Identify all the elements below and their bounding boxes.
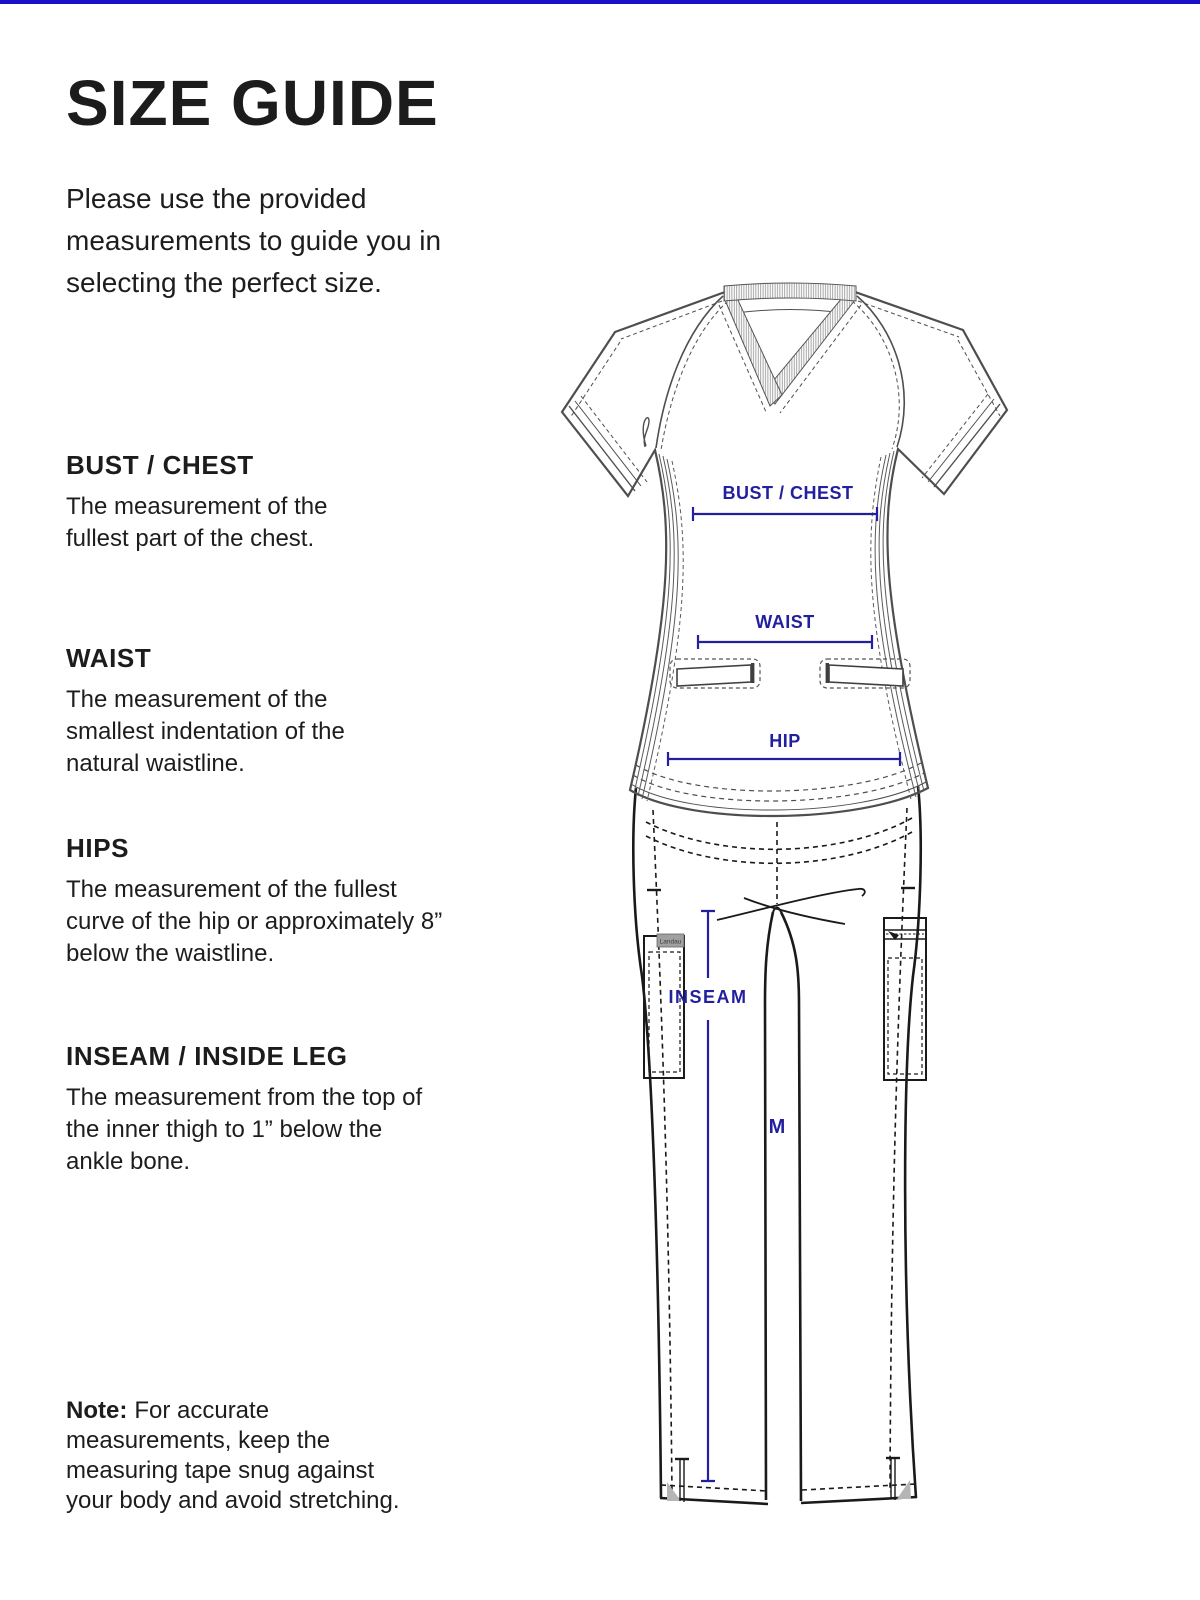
- note-label: Note:: [66, 1397, 128, 1424]
- section-body-inseam: The measurement from the top of the inner thigh to 1” below the ankle bone.: [66, 1084, 423, 1176]
- size-marker-label: M: [768, 1116, 786, 1138]
- section-waist: [66, 643, 390, 780]
- note-text: [66, 1396, 420, 1516]
- bust-chest-label: BUST / CHEST: [722, 483, 854, 503]
- hip-label: HIP: [769, 731, 801, 751]
- measurement-annotations: [668, 483, 900, 1481]
- note-body: For accurate measurements, keep the measuring tape snug against your body and avoid stretching.: [66, 1397, 400, 1514]
- section-body-hips: The measurement of the fullest curve of the hip or approximately 8” below the waistline.: [66, 876, 443, 968]
- section-bust-chest: [66, 450, 368, 555]
- section-heading-bust: BUST / CHEST: [66, 450, 254, 480]
- top-accent-bar: [0, 0, 1200, 4]
- page-title: SIZE GUIDE: [66, 67, 439, 139]
- scrub-pants-drawing: [633, 786, 926, 1504]
- hanger-loop: [643, 418, 649, 447]
- welt-pocket-left: [677, 665, 751, 686]
- pocket-brand-label: Landau: [659, 938, 682, 946]
- section-body-bust: The measurement of the fullest part of the chest.: [66, 493, 328, 553]
- neckband-back: [724, 283, 856, 301]
- section-heading-inseam: INSEAM / INSIDE LEG: [66, 1041, 348, 1071]
- section-inseam: [66, 1041, 426, 1178]
- size-diagram: [520, 270, 1010, 1560]
- section-heading-hips: HIPS: [66, 833, 130, 863]
- intro-text: Please use the provided measurements to guide you in selecting the perfect size.: [66, 183, 442, 298]
- section-body-waist: The measurement of the smallest indentation of the natural waistline.: [66, 686, 345, 778]
- waist-label: WAIST: [755, 612, 815, 632]
- inseam-label: INSEAM: [668, 987, 748, 1007]
- section-heading-waist: WAIST: [66, 643, 152, 673]
- neckband-left: [725, 298, 782, 406]
- section-hips: [66, 833, 450, 970]
- welt-pocket-right: [829, 665, 903, 686]
